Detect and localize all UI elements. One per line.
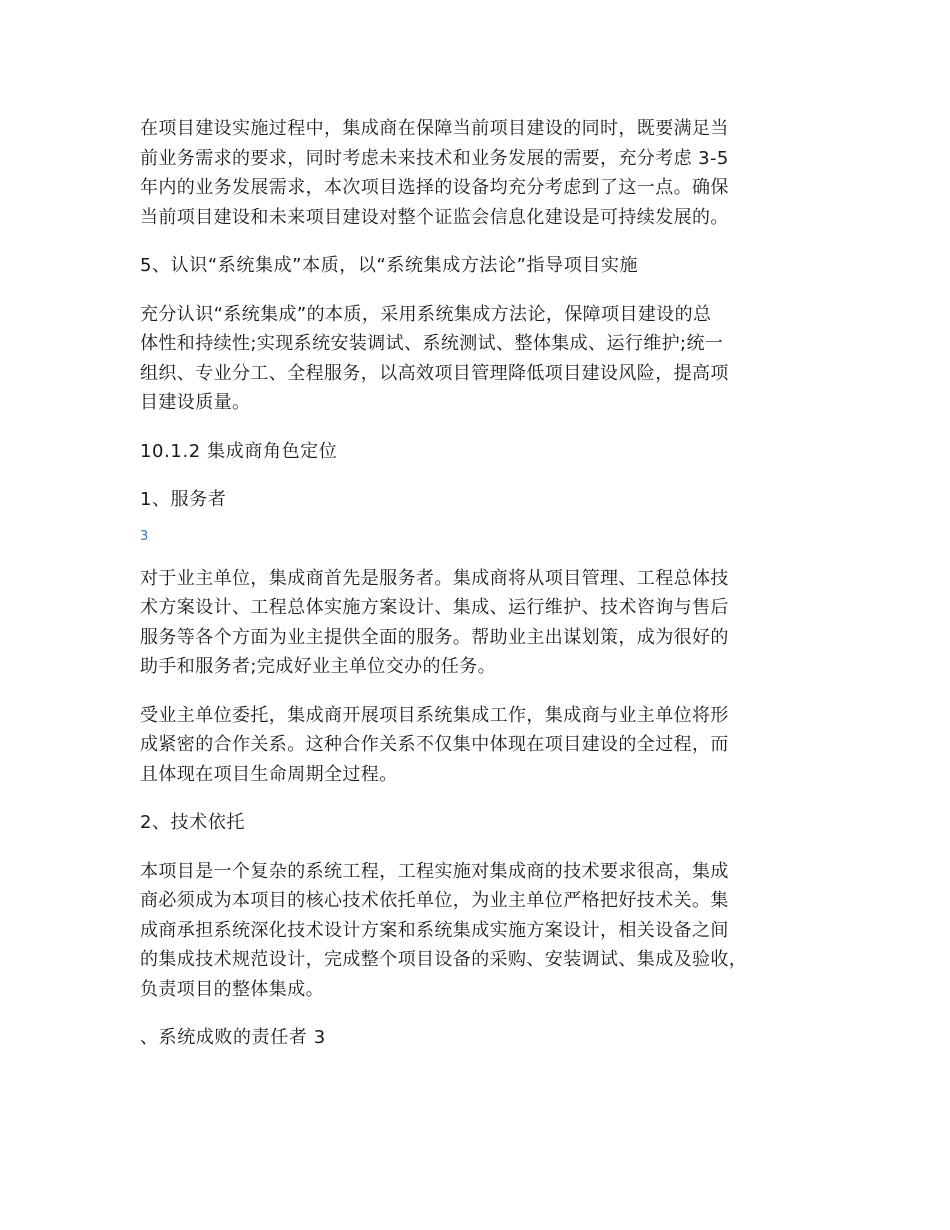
text-line: 年内的业务发展需求，本次项目选择的设备均充分考虑到了这一点。确保 — [140, 177, 729, 198]
text-line: 组织、专业分工、全程服务，以高效项目管理降低项目建设风险，提高项 — [140, 362, 729, 384]
text-line: 当前项目建设和未来项目建设对整个证监会信息化建设是可持续发展的。 — [140, 206, 729, 228]
text-line: 成紧密的合作关系。这种合作关系不仅集中体现在项目建设的全过程，而 — [140, 734, 729, 755]
paragraph-integration-methodology — [140, 300, 830, 418]
text-line: 负责项目的整体集成。 — [140, 978, 324, 1000]
paragraph-maintainability — [140, 114, 830, 232]
text-line: 体性和持续性;实现系统安装调试、系统测试、整体集成、运行维护;统一 — [140, 333, 724, 354]
section-title: 10.1.2 集成商角色定位 — [140, 440, 338, 462]
paragraph-technical-support — [140, 857, 830, 1005]
heading-responsibility: 、系统成败的责任者 3 — [140, 1027, 326, 1048]
text-line: 助手和服务者;完成好业主单位交办的任务。 — [140, 656, 497, 677]
text-line: 前业务需求的要求，同时考虑未来技术和业务发展的需要，充分考虑 3-5 — [140, 147, 729, 169]
text-line: 且体现在项目生命周期全过程。 — [140, 763, 398, 785]
text-line: 的集成技术规范设计，完成整个项目设备的采购、安装调试、集成及验收， — [140, 949, 748, 970]
text-line: 术方案设计、工程总体实施方案设计、集成、运行维护、技术咨询与售后 — [140, 597, 729, 618]
page-number: 3 — [140, 528, 149, 544]
text-line: 服务等各个方面为业主提供全面的服务。帮助业主出谋划策，成为很好的 — [140, 626, 729, 648]
text-line: 成商承担系统深化技术设计方案和系统集成实施方案设计，相关设备之间 — [140, 919, 729, 941]
text-line: 目建设质量。 — [140, 392, 251, 413]
heading-technical-support: 2、技术依托 — [140, 812, 246, 833]
paragraph-service-provider — [140, 564, 830, 682]
text-line: 充分认识“系统集成”的本质，采用系统集成方法论，保障项目建设的总 — [140, 303, 712, 325]
paragraph-cooperation — [140, 701, 830, 790]
heading-system-integration-essence: 5、认识“系统集成”本质，以“系统集成方法论”指导项目实施 — [140, 255, 639, 276]
text-line: 商必须成为本项目的核心技术依托单位，为业主单位严格把好技术关。集 — [140, 890, 729, 911]
heading-service-provider: 1、服务者 — [140, 489, 227, 510]
text-line: 受业主单位委托，集成商开展项目系统集成工作，集成商与业主单位将形 — [140, 704, 729, 726]
text-line: 对于业主单位，集成商首先是服务者。集成商将从项目管理、工程总体技 — [140, 567, 729, 589]
text-line: 本项目是一个复杂的系统工程，工程实施对集成商的技术要求很高，集成 — [140, 860, 729, 882]
document-page — [140, 114, 830, 1053]
text-line: 在项目建设实施过程中，集成商在保障当前项目建设的同时，既要满足当 — [140, 118, 729, 139]
